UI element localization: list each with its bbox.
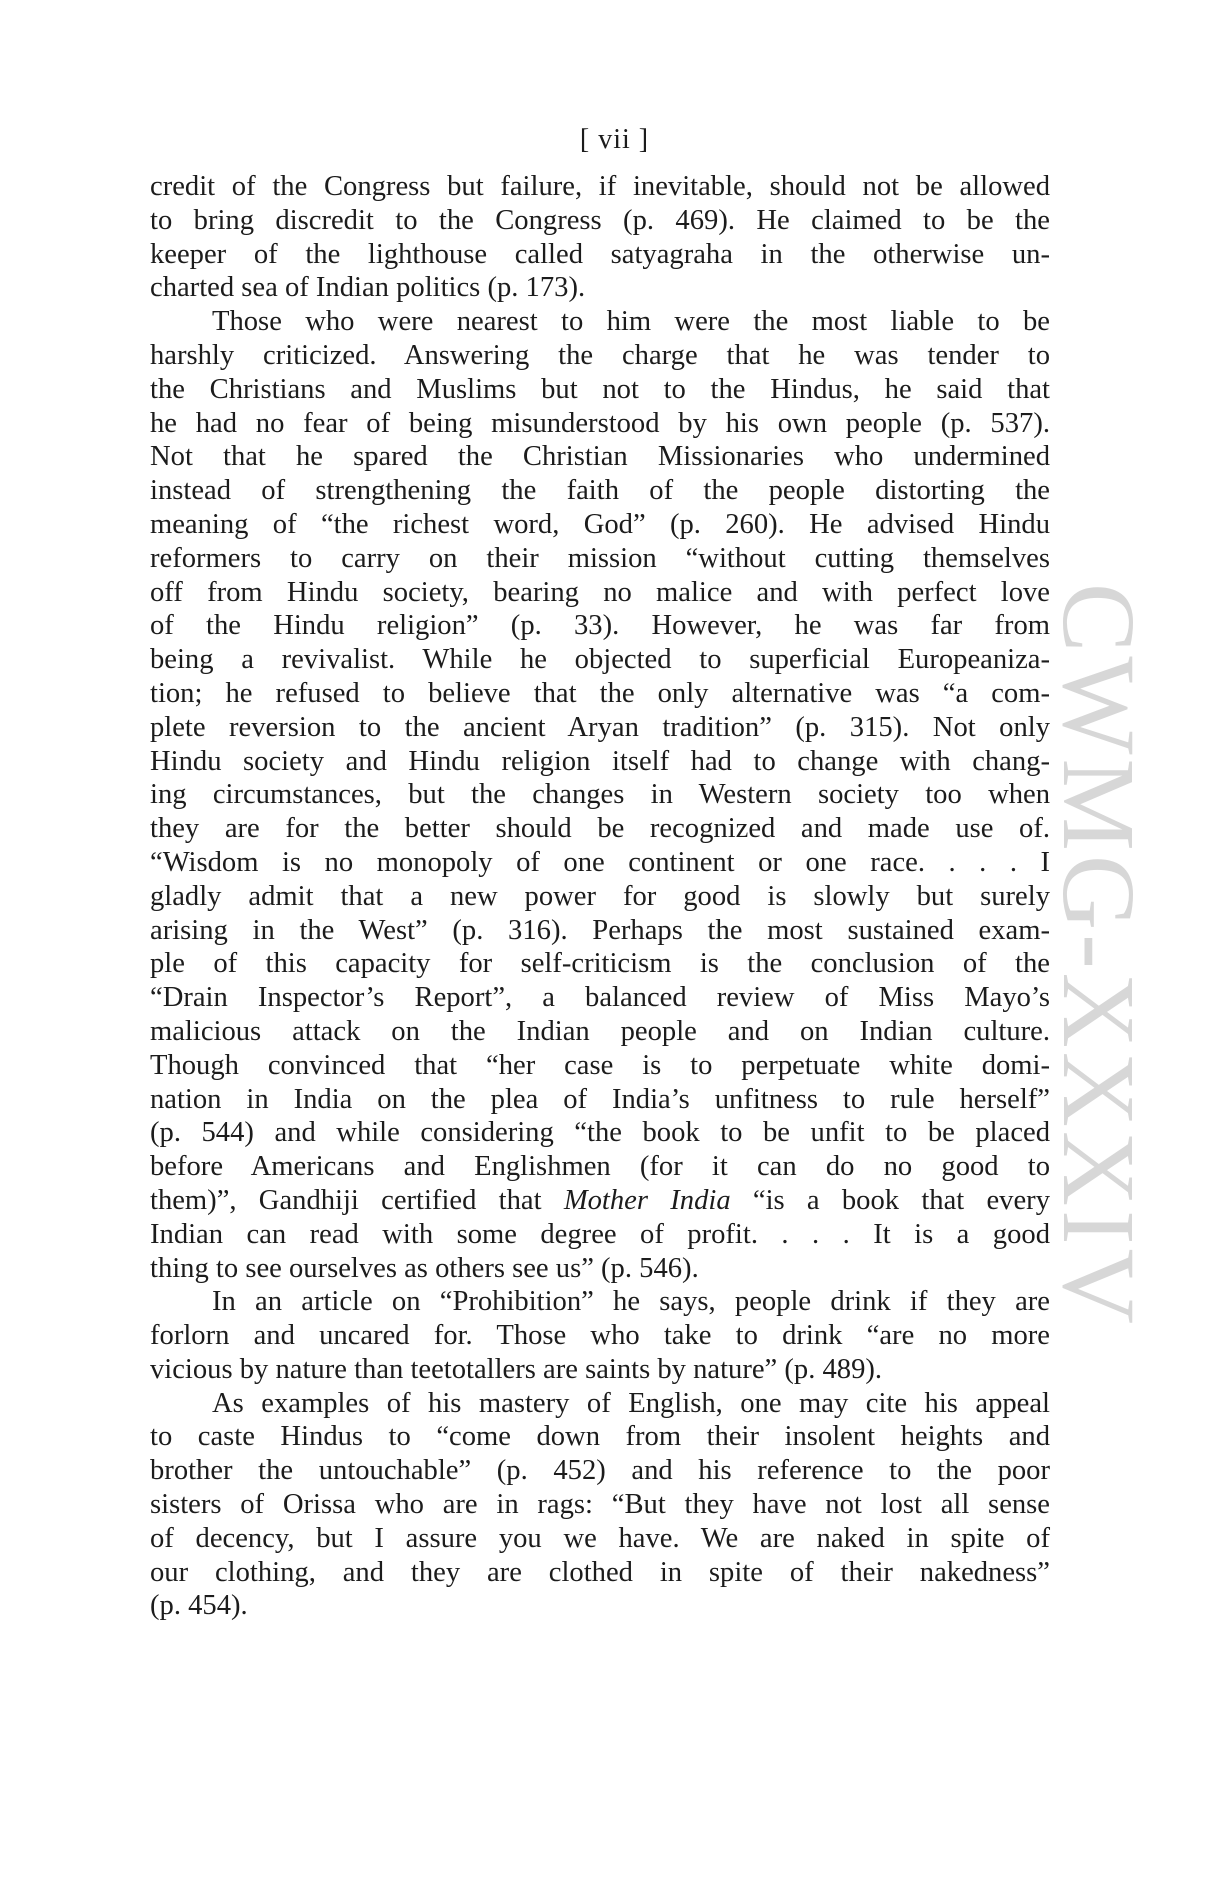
text-line: off from Hindu society, bearing no malice and with perfect love: [150, 576, 1050, 608]
text-line: (p. 544) and while considering “the book to be unfit to be placed: [150, 1117, 1050, 1149]
text-line: ing circumstances, but the changes in Western society too when: [150, 779, 1050, 811]
paragraph-3: [150, 1285, 1050, 1386]
text-line: Not that he spared the Christian Missionaries who undermined: [150, 441, 1050, 473]
text-line: malicious attack on the Indian people and on Indian culture.: [150, 1015, 1050, 1047]
text-line: credit of the Congress but failure, if inevitable, should not be allowed: [150, 171, 1050, 202]
text-line: Those who were nearest to him were the most liable to be: [212, 306, 1050, 338]
text-line: Indian can read with some degree of profit. . . . It is a good: [150, 1218, 1050, 1250]
text-line: vicious by nature than teetotallers are saints by nature” (p. 489).: [150, 1353, 883, 1385]
watermark: CWMG-XXXIV: [1041, 582, 1156, 1328]
text-line: [150, 1184, 1050, 1218]
text-line: of the Hindu religion” (p. 33). However, he was far from: [150, 610, 1050, 642]
text-line: thing to see ourselves as others see us” (p. 546).: [150, 1252, 699, 1284]
text-line: (p. 454).: [150, 1590, 248, 1622]
text-line: forlorn and uncared for. Those who take to drink “are no more: [150, 1320, 1050, 1352]
paragraph-2: [150, 305, 1050, 1285]
text-line: plete reversion to the ancient Aryan tradition” (p. 315). Not only: [150, 711, 1050, 743]
text-line: being a revivalist. While he objected to superficial Europeaniza-: [150, 644, 1050, 676]
text-line: tion; he refused to believe that the only alternative was “a com-: [150, 677, 1050, 709]
text-line: In an article on “Prohibition” he says, people drink if they are: [212, 1286, 1050, 1318]
text-line: sisters of Orissa who are in rags: “But they have not lost all sense: [150, 1489, 1050, 1521]
text-line: ple of this capacity for self-criticism is the conclusion of the: [150, 948, 1050, 980]
text-line: of decency, but I assure you we have. We are naked in spite of: [150, 1522, 1050, 1554]
text-line: nation in India on the plea of India’s unfitness to rule herself”: [150, 1083, 1050, 1115]
text-line: he had no fear of being misunderstood by his own people (p. 537).: [150, 407, 1050, 439]
text-line: gladly admit that a new power for good is slowly but surely: [150, 880, 1050, 912]
text-line: brother the untouchable” (p. 452) and his reference to the poor: [150, 1455, 1050, 1487]
text-line: “Drain Inspector’s Report”, a balanced review of Miss Mayo’s: [150, 982, 1050, 1014]
text-line: reformers to carry on their mission “without cutting themselves: [150, 542, 1050, 574]
paragraph-4: [150, 1387, 1050, 1624]
text-segment: “is a book that every: [730, 1184, 1050, 1216]
paragraph-1: [150, 170, 1050, 305]
text-line: harshly criticized. Answering the charge that he was tender to: [150, 339, 1050, 371]
text-line: Hindu society and Hindu religion itself had to change with chang-: [150, 745, 1050, 777]
text-line: charted sea of Indian politics (p. 173).: [150, 272, 586, 304]
text-line: our clothing, and they are clothed in spite of their nakedness”: [150, 1556, 1050, 1588]
book-title: Mother India: [563, 1184, 731, 1216]
text-line: As examples of his mastery of English, one may cite his appeal: [212, 1387, 1050, 1419]
text-line: the Christians and Muslims but not to the Hindus, he said that: [150, 373, 1050, 405]
text-line: to bring discredit to the Congress (p. 469). He claimed to be the: [150, 204, 1050, 236]
text-line: Though convinced that “her case is to perpetuate white domi-: [150, 1049, 1050, 1081]
text-segment: them)”, Gandhiji certified that: [150, 1184, 564, 1216]
text-line: to caste Hindus to “come down from their insolent heights and: [150, 1421, 1050, 1453]
text-line: they are for the better should be recognized and made use of.: [150, 813, 1050, 845]
text-line: meaning of “the richest word, God” (p. 260). He advised Hindu: [150, 508, 1050, 540]
text-line: keeper of the lighthouse called satyagraha in the otherwise un-: [150, 238, 1050, 270]
text-line: instead of strengthening the faith of the people distorting the: [150, 475, 1050, 507]
body-text: [150, 170, 1050, 1623]
text-line: before Americans and Englishmen (for it can do no good to: [150, 1151, 1050, 1183]
page-number: [ vii ]: [579, 124, 650, 155]
text-line: “Wisdom is no monopoly of one continent or one race. . . . I: [150, 846, 1050, 878]
text-line: arising in the West” (p. 316). Perhaps the most sustained exam-: [150, 914, 1050, 946]
